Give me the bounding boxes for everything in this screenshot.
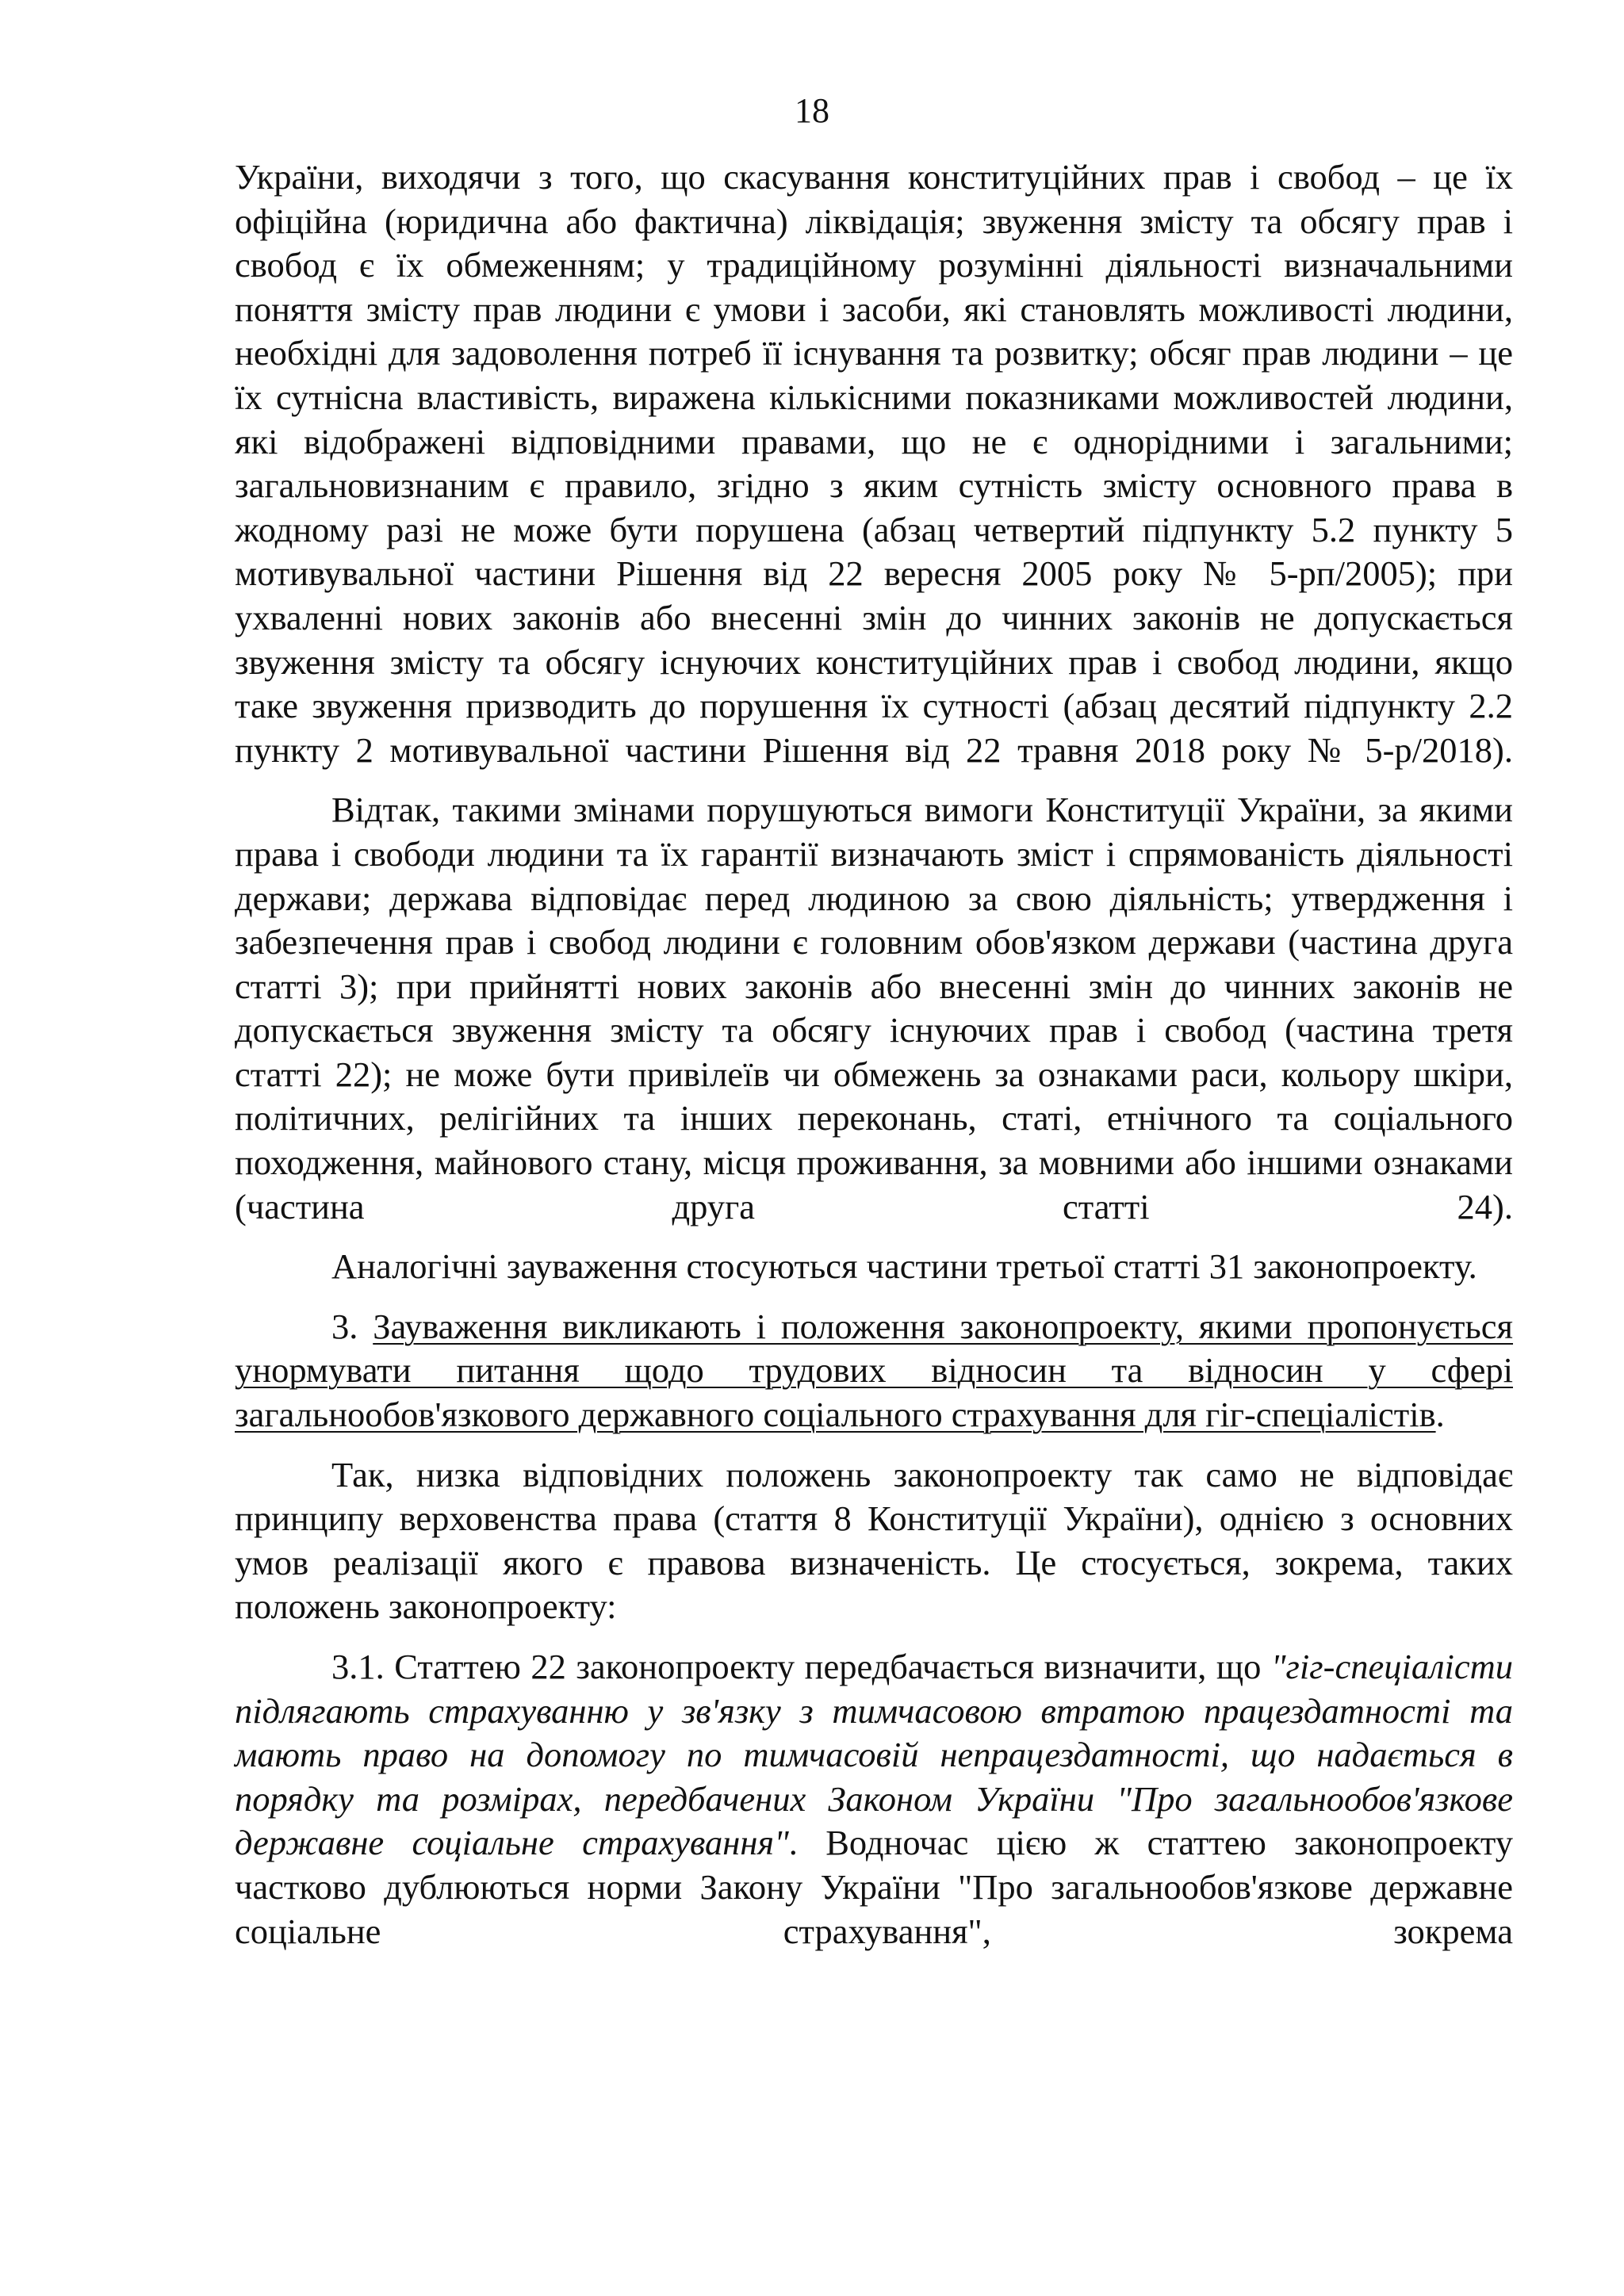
page-number: 18 xyxy=(795,91,829,130)
paragraph-1: України, виходячи з того, що скасування конституційних прав і свобод – це їх офіційна (юридична або фактична) ліквідація; звуження змісту та обсягу прав і свобод є їх обмеженням; у традиційному розумінні діяльності визначальними поняття змісту прав людини є умови і засоби, які становлять можливості людини, необхідні для задоволення потреб її існування та розвитку; обсяг прав людини – це їх сутнісна властивість, виражена кількісними показниками можливостей людини, які відображені відповідними правами, що не є однорідними і загальними; загальновизнаним є правило, згідно з яким сутність змісту основного права в жодному разі не може бути порушена (абзац четвертий підпункту 5.2 пункту 5 мотивувальної частини Рішення від 22 вересня 2005 року № 5-рп/2005); при ухваленні нових законів або внесенні змін до чинних законів не допускається звуження змісту та обсягу існуючих конституційних прав і свобод людини, якщо таке звуження призводить до порушення їх сутності (абзац десятий підпункту 2.2 пункту 2 мотивувальної частини Рішення від 22 травня 2018 року № 5-р/2018). xyxy=(235,157,1513,770)
paragraph-6-intro: 3.1. Статтею 22 законопроекту передбачається визначити, що xyxy=(331,1647,1271,1686)
paragraph-4-underlined-text: Зауваження викликають і положення законопроекту, якими пропонується унормувати питання щодо трудових відносин та відносин у сфері загальнообов'язкового державного соціального страхування для гіг-спеціалістів xyxy=(235,1306,1514,1435)
paragraph-5: Так, низка відповідних положень законопроекту так само не відповідає принципу верховенства права (стаття 8 Конституції України), однією з основних умов реалізації якого є правова визначеність. Це стосується, зокрема, таких положень законопроекту: xyxy=(235,1454,1513,1627)
paragraph-2: Відтак, такими змінами порушуються вимоги Конституції України, за якими права і свободи людини та їх гарантії визначають зміст і спрямованість діяльності держави; держава відповідає перед людиною за свою діяльність; утвердження і забезпечення прав і свобод людини є головним обов'язком держави (частина друга статті 3); при прийнятті нових законів або внесенні змін до чинних законів не допускається звуження змісту та обсягу існуючих прав і свобод (частина третя статті 22); не може бути привілеїв чи обмежень за ознаками раси, кольору шкіри, політичних, релігійних та інших переконань, статі, етнічного та соціального походження, майнового стану, місця проживання, за мовними або іншими ознаками (частина друга статті 24). xyxy=(235,790,1513,1226)
document-body xyxy=(235,155,1513,1969)
paragraph-6-rest: . Водночас цією ж статтею законопроекту частково дублюються норми Закону України "Про загальнообов'язкове державне соціальне страхування", зокрема xyxy=(235,1823,1513,1951)
paragraph-3: Аналогічні зауваження стосуються частини третьої статті 31 законопроекту. xyxy=(331,1246,1477,1287)
paragraph-6-quote: "гіг-спеціалісти підлягають страхуванню у зв'язку з тимчасовою втратою працездатності та мають право на допомогу по тимчасовій непрацездатності, що надається в порядку та розмірах, передбачених Законом України "Про загальнообов'язкове державне соціальне страхування" xyxy=(235,1647,1513,1863)
paragraph-4-end: . xyxy=(1435,1395,1445,1435)
paragraph-4 xyxy=(235,1305,1513,1437)
paragraph-6 xyxy=(235,1645,1513,1954)
paragraph-4-number: 3. xyxy=(331,1306,358,1346)
